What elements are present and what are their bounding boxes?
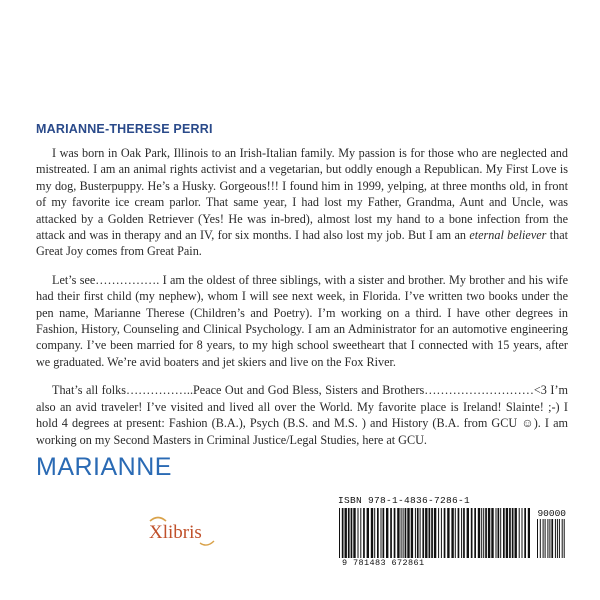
publisher-name: Xlibris (149, 522, 202, 543)
barcode-bar (401, 508, 402, 558)
barcode-bar (540, 519, 541, 558)
barcode-bar (515, 508, 517, 558)
barcode-bar (451, 508, 453, 558)
bio-p1-emphasis: eternal believer (469, 228, 547, 243)
barcode-bar (348, 508, 350, 558)
barcode-bar (358, 508, 359, 558)
bio-p1-end: that Great Joy comes from Great Pain. (36, 228, 568, 259)
barcode-bar (339, 508, 340, 558)
barcode-bar (425, 508, 427, 558)
barcode-bar (545, 519, 546, 558)
barcode-bar (528, 508, 530, 558)
barcode-bar (491, 508, 493, 558)
barcode-bar (543, 519, 544, 558)
barcode-bar (458, 508, 460, 558)
barcode-bar (422, 508, 424, 558)
barcode-bar (503, 508, 505, 558)
barcode-bar (420, 508, 421, 558)
barcode-bar (471, 508, 473, 558)
barcode-bar (390, 508, 392, 558)
barcode-bar (417, 508, 419, 558)
barcode-bar (397, 508, 399, 558)
barcode-bar (478, 508, 480, 558)
barcode-bar (559, 519, 560, 558)
barcode-bar (411, 508, 413, 558)
price-code: 90000 (537, 508, 566, 519)
barcode-bar (557, 519, 558, 558)
barcode-bar (351, 508, 353, 558)
barcode-bar (488, 508, 490, 558)
barcode-bar (512, 508, 514, 558)
barcode-bar (447, 508, 449, 558)
barcode-bar (483, 508, 484, 558)
barcode-addon-icon (536, 519, 566, 558)
barcode-bar (345, 508, 347, 558)
author-signature: MARIANNE (36, 453, 172, 481)
barcode-bar (562, 519, 563, 558)
author-bio (36, 145, 568, 460)
barcode-bar (405, 508, 407, 558)
barcode-bar (555, 519, 556, 558)
bio-paragraph-3: That’s all folks……………..Peace Out and God Bless, Sisters and Brothers………………………<3 I’m also an avid traveler! I’ve visited and lived all over the World. My favorite place is Ireland! Slainte! ;-) I hold 4 degrees at present: Fashion (B.A.), Psych (B.S. and M.S. ) and History (B.A. from GCU ☺). I am working on my Second Masters in Criminal Justice/Legal Studies, here at GCU. (36, 383, 568, 447)
barcode-bar (363, 508, 365, 558)
barcode-icon (338, 508, 530, 558)
xlibris-logo (144, 512, 218, 550)
barcode-bar (522, 508, 523, 558)
barcode-bar (481, 508, 482, 558)
barcode-bar (374, 508, 375, 558)
barcode-bar (551, 519, 553, 558)
author-heading: MARIANNE-THERESE PERRI (36, 122, 213, 136)
bio-paragraph-1 (36, 145, 568, 260)
barcode-bar (500, 508, 501, 558)
barcode-bar (441, 508, 442, 558)
barcode-bar (353, 508, 355, 558)
barcode-bar (383, 508, 385, 558)
isbn-label: ISBN 978-1-4836-7286-1 (338, 495, 471, 506)
logo-swoosh-icon (150, 518, 166, 522)
barcode-bar (498, 508, 500, 558)
barcode-bar (564, 519, 565, 558)
barcode-bar (463, 508, 465, 558)
logo-underline-icon (200, 541, 214, 545)
barcode-bar (434, 508, 436, 558)
barcode-bar (371, 508, 373, 558)
barcode-bar (455, 508, 456, 558)
barcode-bar (444, 508, 446, 558)
barcode-bar (496, 508, 497, 558)
barcode-bar (403, 508, 404, 558)
barcode-bar (549, 519, 550, 558)
barcode-bar (547, 519, 548, 558)
barcode-bar (381, 508, 382, 558)
bio-paragraph-2: Let’s see……………. I am the oldest of three siblings, with a sister and brother. My brother and his wife had their first child (my nephew), whom I will see next week, in Florida. I’ve written two books under the pen name, Marianne Therese (Children’s and Poetry). I’m working on a third. I have other degrees in Fashion, History, Counseling and Clinical Psychology. I am an Administrator for an automotive engineering company. I’ve been married for 8 years, to my high school sweetheart that I connected with 15 years, after we graduated. We’re avid boaters and jet skiers and live on the Fox River. (36, 272, 568, 369)
barcode-bar (377, 508, 379, 558)
bio-p1-start: I was born in Oak Park, Illinois to an Irish-Italian family. My passion is for those who are neglected and mistreated. I am an animal rights activist and a vegetarian, but oddly enough a Republican. My First Love is my dog, Busterpuppy. He’s a Husky. Gorgeous!!! I found him in 1999, yelping, at three months old, in front of my favorite ice cream parlor. That same year, I had lost my Father, Grandma, Aunt and Uncle, was attacked by a Golden Retriever (Yes! He was in-bred), almost lost my hand to a bone infection from the attack and was in therapy and an IV, for six months. I had also lost my job. But I am an (36, 146, 568, 243)
barcode-bar (438, 508, 439, 558)
barcode-bar (429, 508, 431, 558)
barcode-bar (509, 508, 511, 558)
barcode-bar (506, 508, 508, 558)
isbn-barcode (334, 495, 570, 570)
barcode-bar (461, 508, 462, 558)
barcode-bar (360, 508, 361, 558)
barcode-bar (386, 508, 388, 558)
barcode-bar (519, 508, 520, 558)
barcode-number: 9 781483 672861 (342, 558, 425, 568)
barcode-bar (537, 519, 538, 558)
barcode-bar (342, 508, 344, 558)
barcode-bar (485, 508, 487, 558)
barcode-bar (431, 508, 433, 558)
barcode-bar (467, 508, 469, 558)
barcode-bar (407, 508, 409, 558)
barcode-bar (524, 508, 526, 558)
barcode-bar (474, 508, 476, 558)
barcode-bar (367, 508, 369, 558)
barcode-bar (394, 508, 396, 558)
barcode-bar (415, 508, 416, 558)
